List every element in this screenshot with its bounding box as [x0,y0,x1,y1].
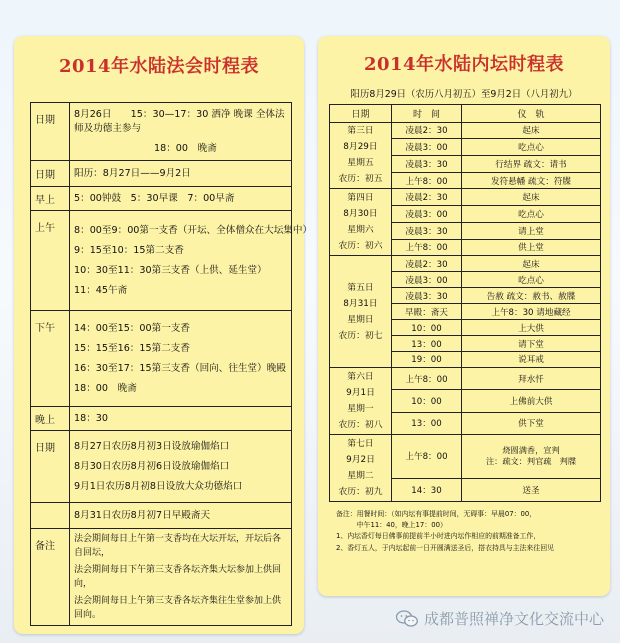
ritual-cell: 上佛前大供 [462,390,601,412]
time-cell: 凌晨3：00 [392,272,462,288]
note-line: 中午11：40，晚上17：00） [336,521,447,530]
day-line: 星期一 [347,403,374,414]
note-line: 2、香灯五人，于内坛起前一日开圆满送圣后，搭衣持具与主法来往回见 [336,543,554,552]
ritual-cell: 请上堂 [462,222,601,239]
time-cell: 10：00 [392,390,462,412]
table-row [31,407,292,431]
row-line: 15：15至16：15第二支香 [74,342,190,354]
row-line: 阳历：8月27日——9月2日 [74,167,191,179]
day-cell [330,256,392,368]
row-line: 16：30至17：15第三支香（回向、往生堂）晚殿 [74,362,286,374]
time-cell: 上午8：00 [392,239,462,256]
ritual-schedule-table [30,102,313,626]
row-line: 9月1日农历8月初8日设放大众功德焰口 [74,480,243,492]
notes [336,509,604,554]
time-cell: 凌晨2：30 [392,189,462,206]
day-cell [330,189,392,256]
column-header: 时 间 [392,105,462,123]
table-row [330,256,601,272]
day-line: 农历：初八 [338,419,383,430]
row-line: 14：00至15：00第一支香 [74,322,190,334]
row-label: 上午 [31,211,70,311]
time-cell: 上午8：00 [392,367,462,389]
row-label [31,503,70,529]
watermark-text: 成都普照禅净文化交流中心 [423,610,604,628]
right-schedule-card [318,36,610,596]
day-cell [330,434,392,501]
time-cell: 凌晨3：30 [392,222,462,239]
row-content [70,211,313,311]
row-content [70,161,292,187]
inner-altar-table [329,104,601,502]
note-line: 1、内坛香灯每日佛事前提前半小时进内坛作相应的前期准备工作， [336,532,541,541]
ritual-cell: 上午8：30 请地藏经 [462,304,601,320]
time-cell: 凌晨3：00 [392,139,462,156]
row-line: 5：00钟鼓 5：30早课 7：00早斋 [74,192,235,204]
day-line: 第五日 [347,282,374,293]
time-cell: 上午8：00 [392,434,462,478]
wechat-icon [396,610,418,628]
row-content [70,407,292,431]
ritual-cell: 拜水忏 [462,367,601,389]
day-line: 第七日 [347,438,374,449]
time-cell: 凌晨3：30 [392,288,462,304]
day-line: 星期二 [347,470,374,481]
right-card-title: 2014年水陆内坛时程表 [363,54,565,75]
table-row [31,431,292,503]
row-line: 18：00 晚斋 [74,382,137,394]
row-line: 8：00至9：00第一支香（开坛、全体僧众在大坛集中） [74,224,313,236]
table-row [31,161,292,187]
ritual-line: 烧圆满香，宣判 [502,445,560,456]
time-cell: 10：00 [392,320,462,336]
ritual-cell: 吃点心 [462,206,601,223]
left-schedule-card [14,36,313,634]
row-content [70,187,292,211]
row-line: 18：30 [74,412,109,424]
ritual-cell: 吃点心 [462,272,601,288]
left-card-title: 2014年水陆法会时程表 [58,56,260,77]
date-range: 阳历8月29日（农历八月初五）至9月2日（八月初九） [350,89,578,100]
time-cell: 凌晨3：00 [392,206,462,223]
table-row [31,311,292,407]
watermark [396,608,604,629]
ritual-cell: 行结界 疏文：请书 [462,155,601,172]
table-row [31,103,292,161]
day-line: 第六日 [347,371,374,382]
row-content [70,503,292,529]
ritual-cell: 起床 [462,189,601,206]
row-line: 法会期间每日上午第三支香各坛齐集往生堂参加上供回向。 [74,596,282,620]
row-content [70,431,292,503]
ritual-cell: 吃点心 [462,139,601,156]
row-label: 日期 [31,103,70,161]
day-line: 农历：初五 [338,174,383,185]
ritual-cell: 起床 [462,256,601,272]
row-line: 8月26日 15：30—17：30 洒净 晚课 全体法师及功德主参与 [74,108,285,134]
table-row [31,211,292,311]
ritual-cell: 请下堂 [462,336,601,352]
table-row [31,187,292,211]
day-line: 8月29日 [343,142,378,153]
day-line: 9月1日 [346,387,375,398]
day-line: 农历：初九 [338,486,383,497]
table-row [330,122,601,139]
time-cell: 凌晨3：30 [392,155,462,172]
day-line: 农历：初六 [338,241,383,252]
row-line: 8月27日农历8月初3日设放瑜伽焰口 [74,440,230,452]
day-line: 第三日 [347,126,374,137]
day-line: 农历：初七 [338,330,383,341]
row-line: 10：30至11：30第三支香（上供、延生堂） [74,264,267,276]
time-cell: 13：00 [392,412,462,434]
day-cell [330,122,392,189]
time-cell: 19：00 [392,352,462,368]
table-row [330,189,601,206]
row-label: 下午 [31,311,70,407]
ritual-cell: 起床 [462,122,601,139]
row-label: 晚上 [31,407,70,431]
column-header: 日期 [330,105,392,123]
day-line: 8月31日 [343,298,378,309]
day-line: 8月30日 [343,209,378,220]
time-cell: 早殿：斋天 [392,304,462,320]
time-cell: 14：30 [392,478,462,501]
row-line: 9：15至10：15第二支香 [74,244,184,256]
table-row [31,503,292,529]
table-row [31,529,292,626]
table-body [330,122,601,501]
table-row [330,367,601,389]
day-cell [330,367,392,434]
row-label: 备注 [31,529,70,626]
time-cell: 上午8：00 [392,172,462,189]
day-line: 星期六 [347,225,374,236]
note-line: 备注：用餐时间：（如内坛有事提前时间，无碍事：早晨07：00， [336,510,537,518]
day-line: 星期五 [347,158,374,169]
column-header: 仪 轨 [462,105,601,123]
ritual-cell: 供上堂 [462,239,601,256]
row-label: 日期 [31,431,70,503]
row-label: 早上 [31,187,70,211]
ritual-cell: 供下堂 [462,412,601,434]
day-line: 9月2日 [346,454,375,465]
row-line: 11：45午斋 [74,284,128,296]
ritual-cell [462,434,601,478]
row-line: 8月31日农历8月初7日早殿斋天 [74,509,211,521]
time-cell: 13：00 [392,336,462,352]
row-content [70,103,292,161]
ritual-cell: 说耳戒 [462,352,601,368]
table-header-row [330,105,601,123]
ritual-cell: 送圣 [462,478,601,501]
ritual-cell: 上大供 [462,320,601,336]
table-row [330,434,601,478]
row-line: 18：00 晚斋 [154,142,217,154]
row-line: 法会期间每日下午第三支香各坛齐集大坛参加上供回向， [74,565,282,589]
time-cell: 凌晨2：30 [392,122,462,139]
ritual-line: 注：疏文：判官疏 判牒 [485,456,577,467]
time-cell: 凌晨2：30 [392,256,462,272]
ritual-cell: 告赦 疏文：赦书、赦牒 [462,288,601,304]
ritual-cell: 发符悬幡 疏文：符牒 [462,172,601,189]
row-content [70,529,292,626]
day-line: 第四日 [347,193,374,204]
row-line: 法会期间每日上午第一支香均在大坛开坛，开坛后各自回坛， [74,534,282,558]
day-line: 星期日 [347,314,374,325]
row-line: 8月30日农历8月初6日设放瑜伽焰口 [74,460,230,472]
row-content [70,311,292,407]
row-label: 日期 [31,161,70,187]
